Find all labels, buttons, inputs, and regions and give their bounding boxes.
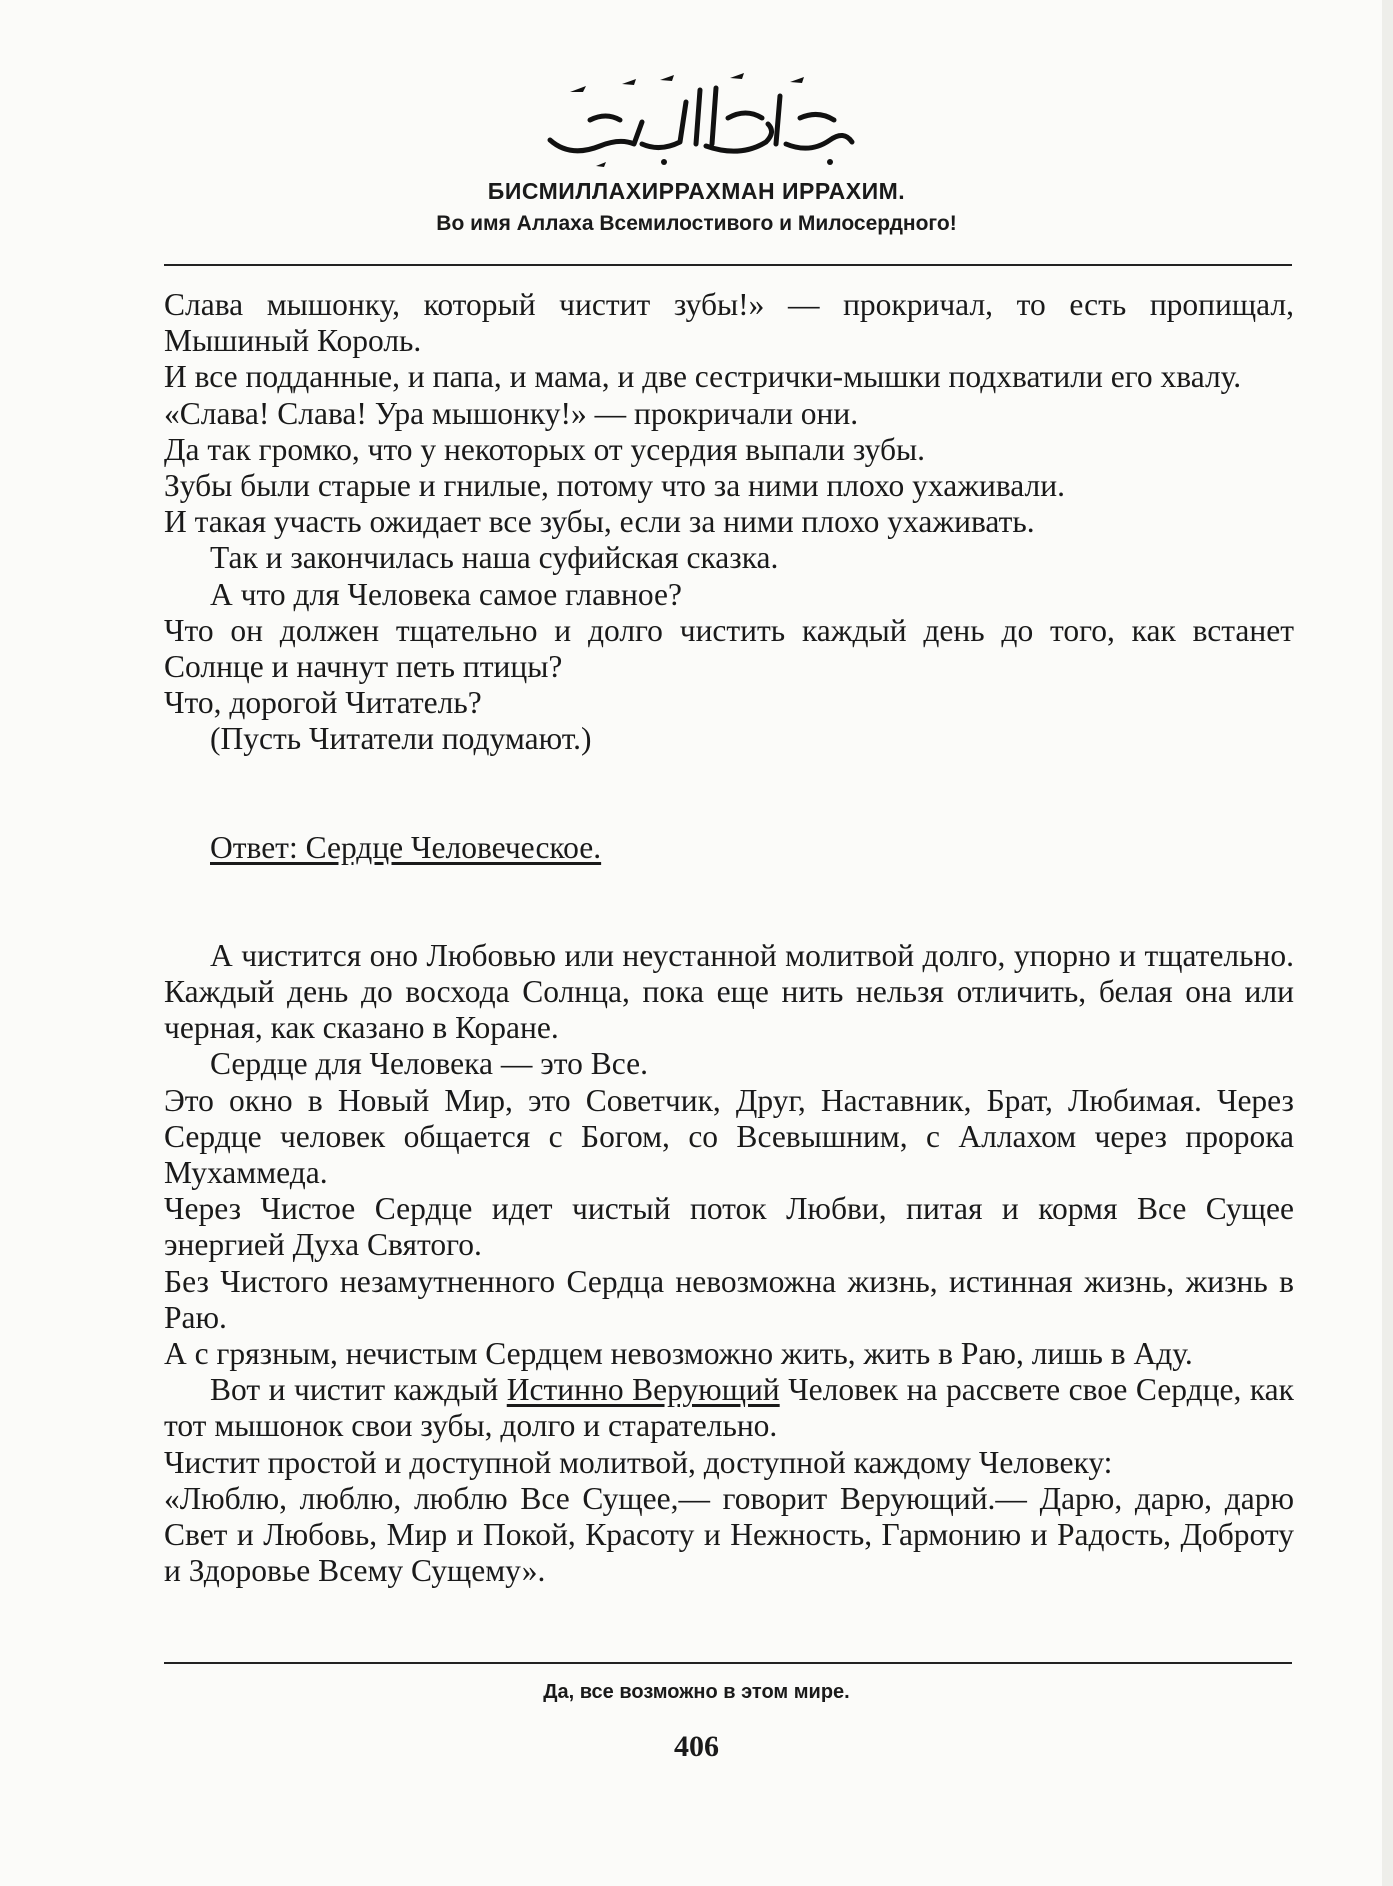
paragraph: А что для Человека самое главное? [210,576,682,612]
answer-heading [164,830,1294,866]
paragraph: Это окно в Новый Мир, это Советчик, Друг, Наставник, Брат, Любимая. Через Сердце человек общается с Богом, со Всевышним, с Аллахом через пророка Мухаммеда. [164,1082,1294,1191]
paragraph: Слава мышонку, который чистит зубы!» — прокричал, то есть пропищал, Мышиный Король. [164,287,1294,359]
paragraph: (Пусть Читатели подумают.) [210,721,592,757]
underlined-phrase: Истинно Верующий [506,1372,780,1408]
paragraph: Да так громко, что у некоторых от усердия выпали зубы. [164,431,926,467]
paragraph: «Люблю, люблю, люблю Все Сущее,— говорит Верующий.— Дарю, дарю, дарю Свет и Любовь, Мир и Покой, Красоту и Нежность, Гармонию и Радость, Доброту и Здоровье Всему Сущему». [164,1480,1294,1589]
header-rule [164,264,1292,266]
paragraph: «Слава! Слава! Ура мышонку!» — прокричали они. [164,395,859,431]
paragraph: Что он должен тщательно и долго чистить каждый день до того, как встанет Солнце и начнут петь птицы? [164,612,1294,685]
paragraph-part: Человек на рассвете свое Сердце, как тот мышонок свои зубы, долго и старательно. [164,1372,1294,1444]
paragraph [164,1372,1294,1444]
answer-text: Ответ: Сердце Человеческое. [210,829,602,865]
body-text [164,287,1294,1590]
paragraph: Чистит простой и доступной молитвой, доступной каждому Человеку: [164,1444,1113,1480]
bismillah-calligraphy [530,62,870,172]
footer-text: Да, все возможно в этом мире. [543,1681,850,1703]
footer-rule [164,1662,1292,1664]
paragraph: А чистится оно Любовью или неустанной молитвой долго, упорно и тщательно. Каждый день до восхода Солнца, пока еще нить нельзя отличить, белая она или черная, как сказано в Коране. [164,937,1294,1046]
page-edge [1382,0,1393,1886]
paragraph: Что, дорогой Читатель? [164,685,482,721]
paragraph: И все подданные, и папа, и мама, и две сестрички-мышки подхватили его хвалу. [164,359,1242,395]
header-subtitle: Во имя Аллаха Всемилостивого и Милосердного! [436,212,957,235]
paragraph: Так и закончилась наша суфийская сказка. [210,540,779,576]
paragraph: Сердце для Человека — это Все. [210,1046,648,1082]
page-number: 406 [674,1730,719,1763]
paragraph: И такая участь ожидает все зубы, если за ними плохо ухаживать. [164,504,1035,540]
paragraph: Через Чистое Сердце идет чистый поток Любви, питая и кормя Все Сущее энергией Духа Святого. [164,1191,1294,1263]
paragraph: А с грязным, нечистым Сердцем невозможно жить, жить в Раю, лишь в Аду. [164,1336,1193,1372]
paragraph-part: Вот и чистит каждый [210,1372,507,1408]
paragraph: Зубы были старые и гнилые, потому что за ними плохо ухаживали. [164,468,1066,504]
header-title: БИСМИЛЛАХИРРАХМАН ИРРАХИМ. [487,178,906,204]
paragraph: Без Чистого незамутненного Сердца невозможна жизнь, истинная жизнь, жизнь в Раю. [164,1263,1294,1335]
